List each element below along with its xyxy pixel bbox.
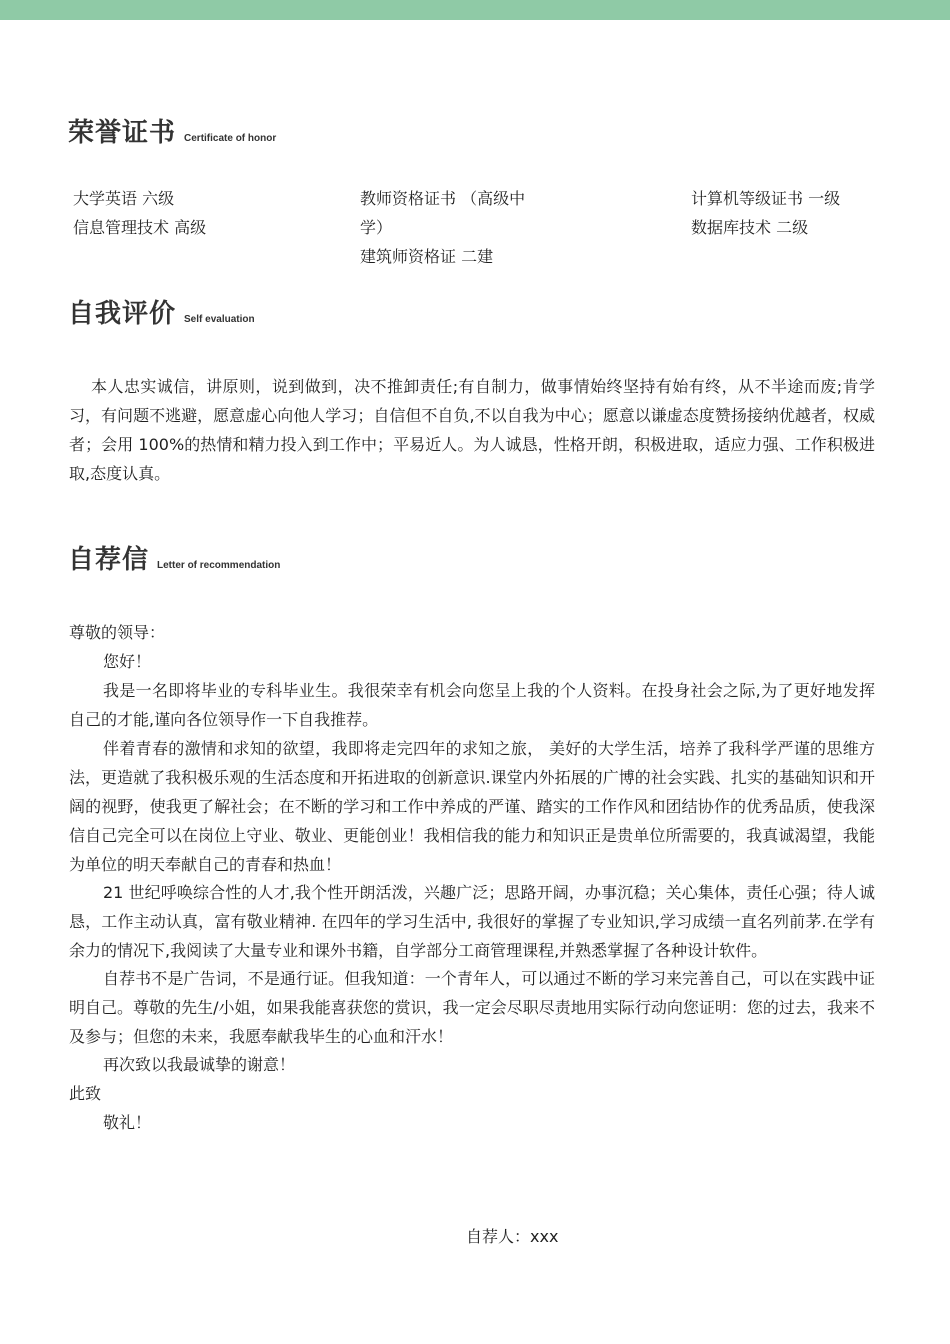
honor-item: 教师资格证书 （高级中 [360, 189, 526, 208]
letter-paragraph-4: 自荐书不是广告词，不是通行证。但我知道：一个青年人，可以通过不断的学习来完善自己，可以在实践中证明自己。尊敬的先生/小姐，如果我能喜获您的赏识，我一定会尽职尽责地用实际行动向您证明：您的过去，我来不及参与；但您的未来，我愿奉献我毕生的心血和汗水！ [69, 969, 875, 1046]
honor-column-3 [691, 184, 911, 242]
honor-item: 信息管理技术 高级 [73, 218, 207, 237]
letter-title-cn: 自荐信 [68, 545, 150, 575]
self-eval-text: 本人忠实诚信，讲原则，说到做到，决不推卸责任;有自制力，做事情始终坚持有始有终，从不半途而废;肯学习，有问题不逃避，愿意虚心向他人学习；自信但不自负,不以自我为中心；愿意以谦虚态度赞扬接纳优越者，权威者；会用 100%的热情和精力投入到工作中；平易近人。为人诚恳，性格开朗，积极进取，适应力强、工作积极进取,态度认真。 [69, 377, 875, 483]
honor-column-2 [360, 184, 580, 271]
honor-column-1 [73, 184, 293, 242]
letter-paragraph-2: 伴着青春的激情和求知的欲望，我即将走完四年的求知之旅， 美好的大学生活，培养了我科学严谨的思维方法，更造就了我积极乐观的生活态度和开拓进取的创新意识.课堂内外拓展的广博的社会实践、扎实的基础知识和开阔的视野，使我更了解社会；在不断的学习和工作中养成的严谨、踏实的工作作风和团结协作的优秀品质，使我深信自己完全可以在岗位上守业、敬业、更能创业！我相信我的能力和知识正是贵单位所需要的，我真诚渴望，我能为单位的明天奉献自己的青春和热血！ [69, 739, 875, 874]
self-eval-title-cn: 自我评价 [68, 299, 177, 329]
letter-salutation: 尊敬的领导： [69, 623, 166, 642]
self-eval-section-title [68, 293, 255, 330]
letter-closing-2: 敬礼！ [103, 1113, 152, 1132]
honor-title-cn: 荣誉证书 [68, 118, 177, 148]
letter-title-en: Letter of recommendation [157, 560, 281, 571]
honor-item: 学） [360, 218, 393, 237]
letter-section-title [68, 539, 280, 576]
letter-greeting: 您好！ [103, 652, 152, 671]
letter-paragraph-1: 我是一名即将毕业的专科毕业生。我很荣幸有机会向您呈上我的个人资料。在投身社会之际,为了更好地发挥自己的才能,谨向各位领导作一下自我推荐。 [69, 681, 875, 729]
letter-paragraph-5: 再次致以我最诚挚的谢意！ [103, 1055, 296, 1074]
honor-item: 数据库技术 二级 [691, 218, 809, 237]
top-accent-bar [0, 0, 950, 20]
letter-closing-1: 此致 [69, 1084, 102, 1103]
honor-section-title [68, 112, 276, 149]
honor-item: 计算机等级证书 一级 [691, 189, 841, 208]
letter-paragraph-3: 21 世纪呼唤综合性的人才,我个性开朗活泼，兴趣广泛；思路开阔，办事沉稳；关心集体，责任心强；待人诚恳，工作主动认真，富有敬业精神. 在四年的学习生活中, 我很好的掌握了专业知识,学习成绩一直名列前茅.在学有余力的情况下,我阅读了大量专业和课外书籍，自学部分工商管理课程,并熟悉掌握了各种设计软件。 [69, 883, 875, 960]
honor-item: 建筑师资格证 二建 [360, 247, 494, 266]
self-eval-title-en: Self evaluation [184, 314, 255, 325]
honor-item: 大学英语 六级 [73, 189, 175, 208]
letter-signature: 自荐人：xxx [466, 1227, 559, 1246]
honor-title-en: Certificate of honor [184, 133, 277, 144]
